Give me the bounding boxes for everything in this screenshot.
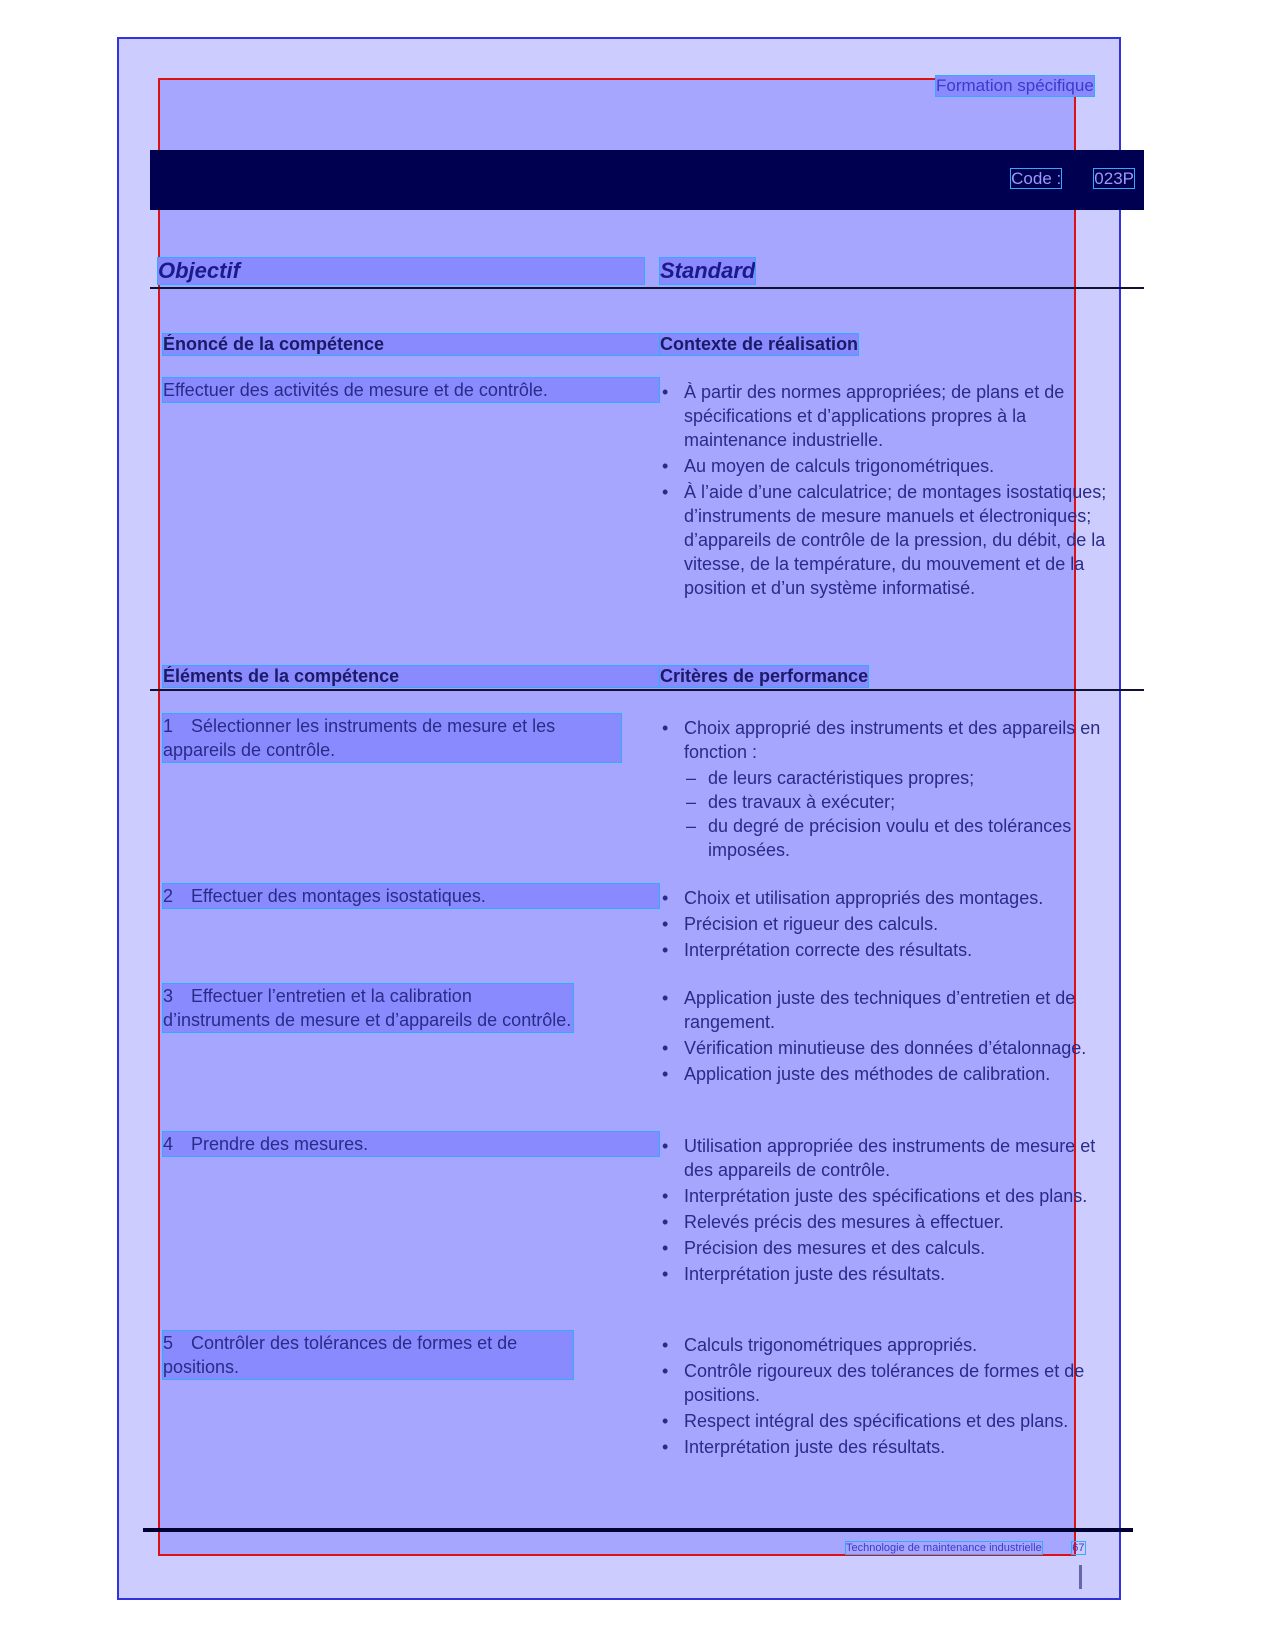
enonce-text: Effectuer des activités de mesure et de contrôle. [163, 378, 659, 402]
criteria-4 [660, 1134, 1100, 1288]
page-number: 67 [1072, 1542, 1085, 1554]
criteria-item: • Interprétation juste des résultats. [660, 1435, 1125, 1459]
element-5: 5 Contrôler des tolérances de formes et de positions. [163, 1331, 573, 1379]
criteria-3 [660, 986, 1120, 1088]
elements-title: Éléments de la compétence [163, 666, 659, 687]
contexte-item: • À partir des normes appropriées; de plans et de spécifications et d’applications propres à la maintenance industrielle. [660, 380, 1120, 452]
criteria-1 [660, 716, 1120, 862]
footer-mark [1079, 1565, 1082, 1589]
criteria-item: • Application juste des techniques d’entretien et de rangement. [660, 986, 1120, 1034]
footer [846, 1542, 1085, 1554]
criteria-item: • Précision des mesures et des calculs. [660, 1236, 1100, 1260]
criteria-item: • Précision et rigueur des calculs. [660, 912, 1120, 936]
element-1: 1 Sélectionner les instruments de mesure et les appareils de contrôle. [163, 714, 621, 762]
criteria-item: • Application juste des méthodes de calibration. [660, 1062, 1120, 1086]
contexte-item: • Au moyen de calculs trigonométriques. [660, 454, 1120, 478]
code-value: 023P [1094, 169, 1134, 188]
contexte-item: • À l’aide d’une calculatrice; de montages isostatiques; d’instruments de mesure manuels et électroniques; d’appareils de contrôle de la pression, du débit, de la vitesse, de la température, du mouvement et de la position et d’un système informatisé. [660, 480, 1120, 600]
criteria-item: • Calculs trigonométriques appropriés. [660, 1333, 1125, 1357]
criteres-title: Critères de performance [660, 666, 869, 686]
criteria-subitem: – du degré de précision voulu et des tolérances imposées. [684, 814, 1120, 862]
criteria-item: • Utilisation appropriée des instruments de mesure et des appareils de contrôle. [660, 1134, 1100, 1182]
element-3: 3 Effectuer l’entretien et la calibration d’instruments de mesure et d’appareils de contrôle. [163, 986, 572, 1030]
header-rule [150, 287, 1144, 289]
code-bar [150, 150, 1144, 210]
criteria-2 [660, 886, 1120, 964]
criteria-item: • Choix approprié des instruments et des appareils en fonction : [660, 716, 1120, 764]
code-label: Code : [1011, 169, 1062, 188]
contexte-title: Contexte de réalisation [660, 334, 859, 354]
criteria-item: • Relevés précis des mesures à effectuer. [660, 1210, 1100, 1234]
criteria-5 [660, 1333, 1125, 1461]
criteria-item: • Interprétation juste des spécifications et des plans. [660, 1184, 1100, 1208]
objectif-heading: Objectif [158, 258, 644, 284]
formation-label: Formation spécifique [936, 76, 1094, 95]
elements-rule [150, 689, 1144, 691]
criteria-item: • Vérification minutieuse des données d’étalonnage. [660, 1036, 1120, 1060]
criteria-item: • Respect intégral des spécifications et des plans. [660, 1409, 1125, 1433]
footer-rule [143, 1528, 1133, 1532]
criteria-subitem: – de leurs caractéristiques propres; [684, 766, 1120, 790]
code-text [1011, 169, 1134, 189]
enonce-title: Énoncé de la compétence [163, 334, 659, 355]
element-2: 2 Effectuer des montages isostatiques. [163, 884, 659, 908]
contexte-list [660, 380, 1120, 602]
criteria-item: • Interprétation correcte des résultats. [660, 938, 1120, 962]
footer-title: Technologie de maintenance industrielle [846, 1542, 1042, 1554]
criteria-item: • Choix et utilisation appropriés des montages. [660, 886, 1120, 910]
criteria-item: • Interprétation juste des résultats. [660, 1262, 1100, 1286]
criteria-subitem: – des travaux à exécuter; [684, 790, 1120, 814]
criteria-item: • Contrôle rigoureux des tolérances de formes et de positions. [660, 1359, 1125, 1407]
element-4: 4 Prendre des mesures. [163, 1132, 659, 1156]
standard-heading: Standard [660, 258, 756, 283]
